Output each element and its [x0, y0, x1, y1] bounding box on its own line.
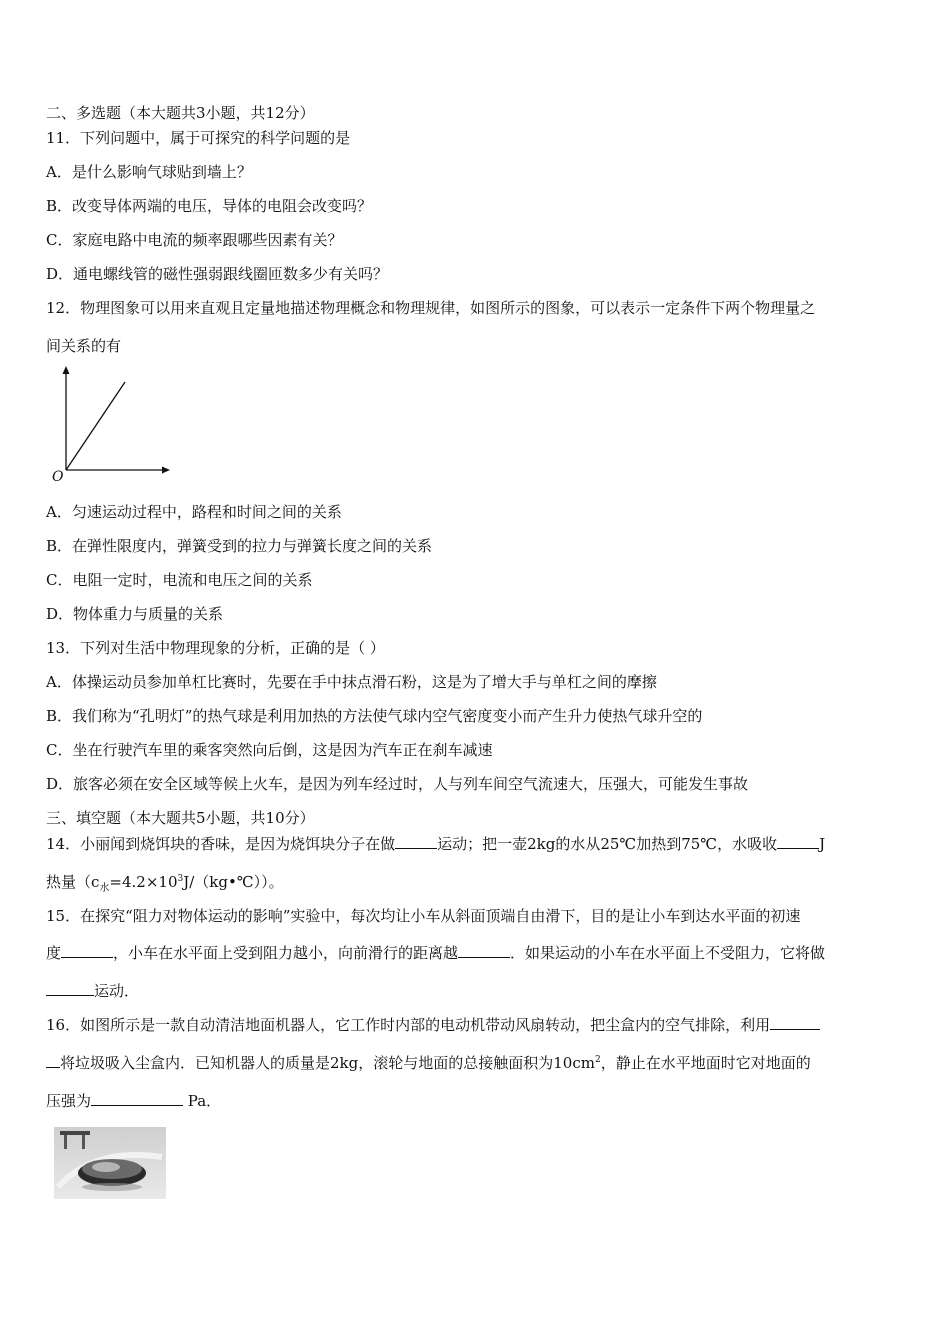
q16-text-b: 将垃圾吸入尘盒内．已知机器人的质量是2kg，滚轮与地面的总接触面积为10cm — [60, 1054, 595, 1072]
q11-option-b: B．改变导体两端的电压，导体的电阻会改变吗？ — [46, 197, 373, 215]
q14-blank-2[interactable] — [777, 834, 819, 849]
table-top — [60, 1131, 90, 1135]
q16-text-a: 16．如图所示是一款自动清洁地面机器人，它工作时内部的电动机带动风扇转动，把尘盒内的空气排除，利用 — [46, 1016, 771, 1034]
robot-lid — [92, 1162, 120, 1172]
q16-line1 — [46, 1015, 820, 1035]
q15-line1: 15．在探究“阻力对物体运动的影响”实验中，每次均让小车从斜面顶端自由滑下，目的是让小车到达水平面的初速 — [46, 907, 801, 925]
table-leg — [64, 1135, 67, 1149]
q13-option-c: C．坐在行驶汽车里的乘客突然向后倒，这是因为汽车正在刹车减速 — [46, 741, 493, 759]
q16-text-c: ，静止在水平地面时它对地面的 — [600, 1054, 811, 1072]
q16-line2 — [46, 1053, 811, 1073]
q12-stem-line1: 12．物理图象可以用来直观且定量地描述物理概念和物理规律，如图所示的图象，可以表示一定条件下两个物理量之 — [46, 299, 816, 317]
q15-text-a: 度 — [46, 944, 62, 962]
q13-option-b: B．我们称为“孔明灯”的热气球是利用加热的方法使气球内空气密度变小而产生升力使热气球升空的 — [46, 707, 703, 725]
q14-formula-c: J/（kg•℃））。 — [183, 873, 284, 891]
q14-formula-sup: 3 — [177, 874, 184, 884]
q13-stem: 13．下列对生活中物理现象的分析，正确的是（ ） — [46, 639, 385, 657]
robot-vacuum-image — [54, 1127, 166, 1199]
q16-blank-2[interactable] — [91, 1091, 183, 1106]
q11-option-c: C．家庭电路中电流的频率跟哪些因素有关？ — [46, 231, 343, 249]
q11-option-a: A．是什么影响气球贴到墙上？ — [46, 163, 252, 181]
q15-blank-2[interactable] — [458, 943, 510, 958]
q14-text-3: J — [819, 835, 826, 853]
q16-line3 — [46, 1091, 221, 1111]
q14-formula-sub: 水 — [99, 883, 110, 894]
q14-text-1: 14．小丽闻到烧饵块的香味，是因为烧饵块分子在做 — [46, 835, 396, 853]
q12-option-d: D．物体重力与质量的关系 — [46, 605, 224, 623]
q12-linear-graph — [46, 362, 176, 484]
q16-blank-1b[interactable] — [46, 1053, 60, 1068]
q15-blank-3[interactable] — [46, 981, 94, 996]
q14-line2 — [46, 872, 284, 892]
q14-blank-1[interactable] — [395, 834, 437, 849]
robot-shadow — [82, 1183, 142, 1191]
q15-line2 — [46, 943, 825, 963]
q16-blank-1a[interactable] — [770, 1015, 820, 1030]
q16-text-sup: 2 — [594, 1055, 601, 1065]
q15-line3 — [46, 981, 139, 1001]
q14-formula-b: =4.2×10 — [109, 873, 178, 891]
y-axis-arrow-icon — [63, 366, 70, 374]
section-3-title: 三、填空题（本大题共5小题，共10分） — [46, 809, 315, 827]
proportional-line — [66, 382, 125, 470]
q11-option-d: D．通电螺线管的磁性强弱跟线圈匝数多少有关吗？ — [46, 265, 389, 283]
q14-formula-a: 热量（c — [46, 873, 100, 891]
q14-line1 — [46, 834, 825, 854]
q12-option-b: B．在弹性限度内，弹簧受到的拉力与弹簧长度之间的关系 — [46, 537, 433, 555]
q12-stem-line2: 间关系的有 — [46, 337, 122, 355]
section-2-title: 二、多选题（本大题共3小题，共12分） — [46, 104, 315, 122]
q15-blank-1[interactable] — [61, 943, 113, 958]
q13-option-d: D．旅客必须在安全区域等候上火车，是因为列车经过时，人与列车间空气流速大，压强大，可能发生事故 — [46, 775, 749, 793]
x-axis-arrow-icon — [162, 467, 170, 474]
q16-text-e: Pa． — [183, 1092, 222, 1110]
q15-text-c: ．如果运动的小车在水平面上不受阻力，它将做 — [510, 944, 826, 962]
q13-option-a: A．体操运动员参加单杠比赛时，先要在手中抹点滑石粉，这是为了增大手与单杠之间的摩擦 — [46, 673, 657, 691]
q12-option-c: C．电阻一定时，电流和电压之间的关系 — [46, 571, 313, 589]
q15-text-b: ，小车在水平面上受到阻力越小，向前滑行的距离越 — [113, 944, 459, 962]
origin-label: O — [52, 469, 64, 484]
q12-option-a: A．匀速运动过程中，路程和时间之间的关系 — [46, 503, 342, 521]
table-leg — [82, 1135, 85, 1149]
q15-text-d: 运动． — [94, 982, 140, 1000]
q16-text-d: 压强为 — [46, 1092, 92, 1110]
q14-text-2: 运动；把一壶2kg的水从25℃加热到75℃，水吸收 — [437, 835, 778, 853]
q11-stem: 11．下列问题中，属于可探究的科学问题的是 — [46, 129, 351, 147]
